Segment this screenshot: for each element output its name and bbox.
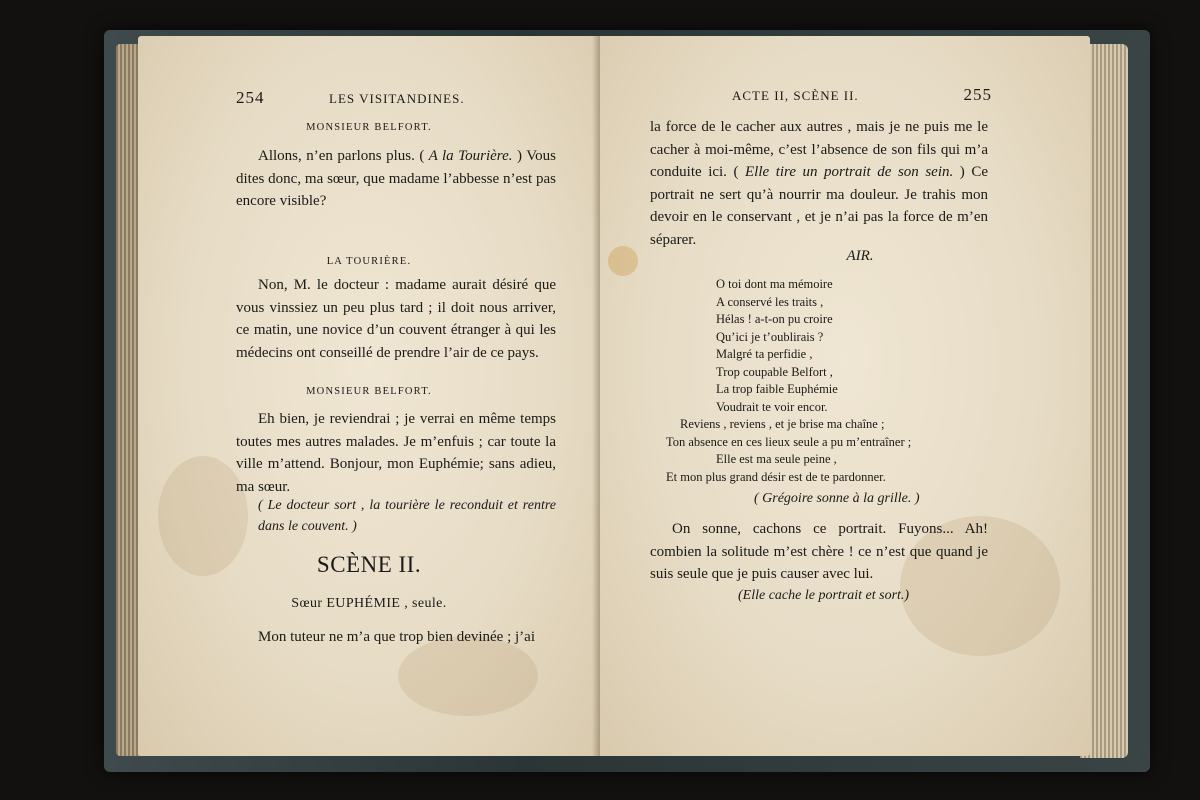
verse-line: Malgré ta perfidie , [716,347,813,361]
verse-line: Et mon plus grand désir est de te pardonner. [666,470,886,484]
dialogue-paragraph: Non, M. le docteur : madame aurait désiré que vous vinssiez un peu plus tard ; il doit nous arriver, ce matin, une novice d’un couvent étranger à qui les médecins ont conseillé de prendre l’air de ce pays. [236,277,556,361]
verse-line: O toi dont ma mémoire [716,277,833,291]
speaker-name: LA TOURIÈRE. [326,256,412,267]
verse-line: Trop coupable Belfort , [716,365,833,379]
dialogue-paragraph: Allons, n’en parlons plus. ( A la Tourière. ) Vous dites donc, ma sœur, que madame l’abbesse n’est pas encore visible? [236,148,556,209]
scene-character: Sœur EUPHÉMIE , seule. [291,596,447,611]
speaker-name: MONSIEUR BELFORT. [306,386,432,397]
verse-line: Qu’ici je t’oublirais ? [716,330,824,344]
dialogue-paragraph: On sonne, cachons ce portrait. Fuyons... Ah! combien la solitude m’est chère ! ce n’est que quand je suis seule que je puis causer avec lui. [650,521,988,582]
speaker-name: MONSIEUR BELFORT. [306,122,432,133]
verse-line: Voudrait te voir encor. [716,400,828,414]
verse-line: A conservé les traits , [716,295,824,309]
verse-line: Hélas ! a-t-on pu croire [716,312,833,326]
dialogue-paragraph: Mon tuteur ne m’a que trop bien devinée ; j’ai [258,629,535,645]
right-page-header [732,85,992,104]
stage-direction: (Elle cache le portrait et sort.) [738,588,910,603]
air-title: AIR. [846,248,874,264]
scene-title: SCÈNE II. [316,552,422,577]
left-page [138,36,600,756]
verse-line: La trop faible Euphémie [716,382,838,396]
verse-line: Reviens , reviens , et je brise ma chaîne ; [680,417,885,431]
dialogue-paragraph: Eh bien, je reviendrai ; je verrai en même temps toutes mes autres malades. Je m’enfuis ; car toute la ville m’attend. Bonjour, mon Euphémie; sans adieu, ma sœur. [236,411,556,495]
dialogue-paragraph: la force de le cacher aux autres , mais je ne puis me le cacher à moi-même, c’est l’absence de son fils qui m’a conduite ici. ( Elle tire un portrait de son sein. ) Ce portrait ne sert qu’à nourrir ma douleur. Je trahis mon devoir en le conservant , et je n’ai pas la force de m’en séparer. [650,119,989,248]
running-head: ACTE II, SCÈNE II. [732,88,859,103]
verse-line: Ton absence en ces lieux seule a pu m’entraîner ; [666,435,912,449]
running-head: LES VISITANDINES. [329,91,465,106]
page-number: 255 [963,85,992,104]
stage-direction: ( Grégoire sonne à la grille. ) [754,491,920,506]
left-page-header [236,88,465,108]
stage-direction: ( Le docteur sort , la tourière le reconduit et rentre dans le couvent. ) [258,498,556,534]
verse-line: Elle est ma seule peine , [716,452,837,466]
page-number: 254 [236,88,265,107]
right-page [600,36,1090,756]
